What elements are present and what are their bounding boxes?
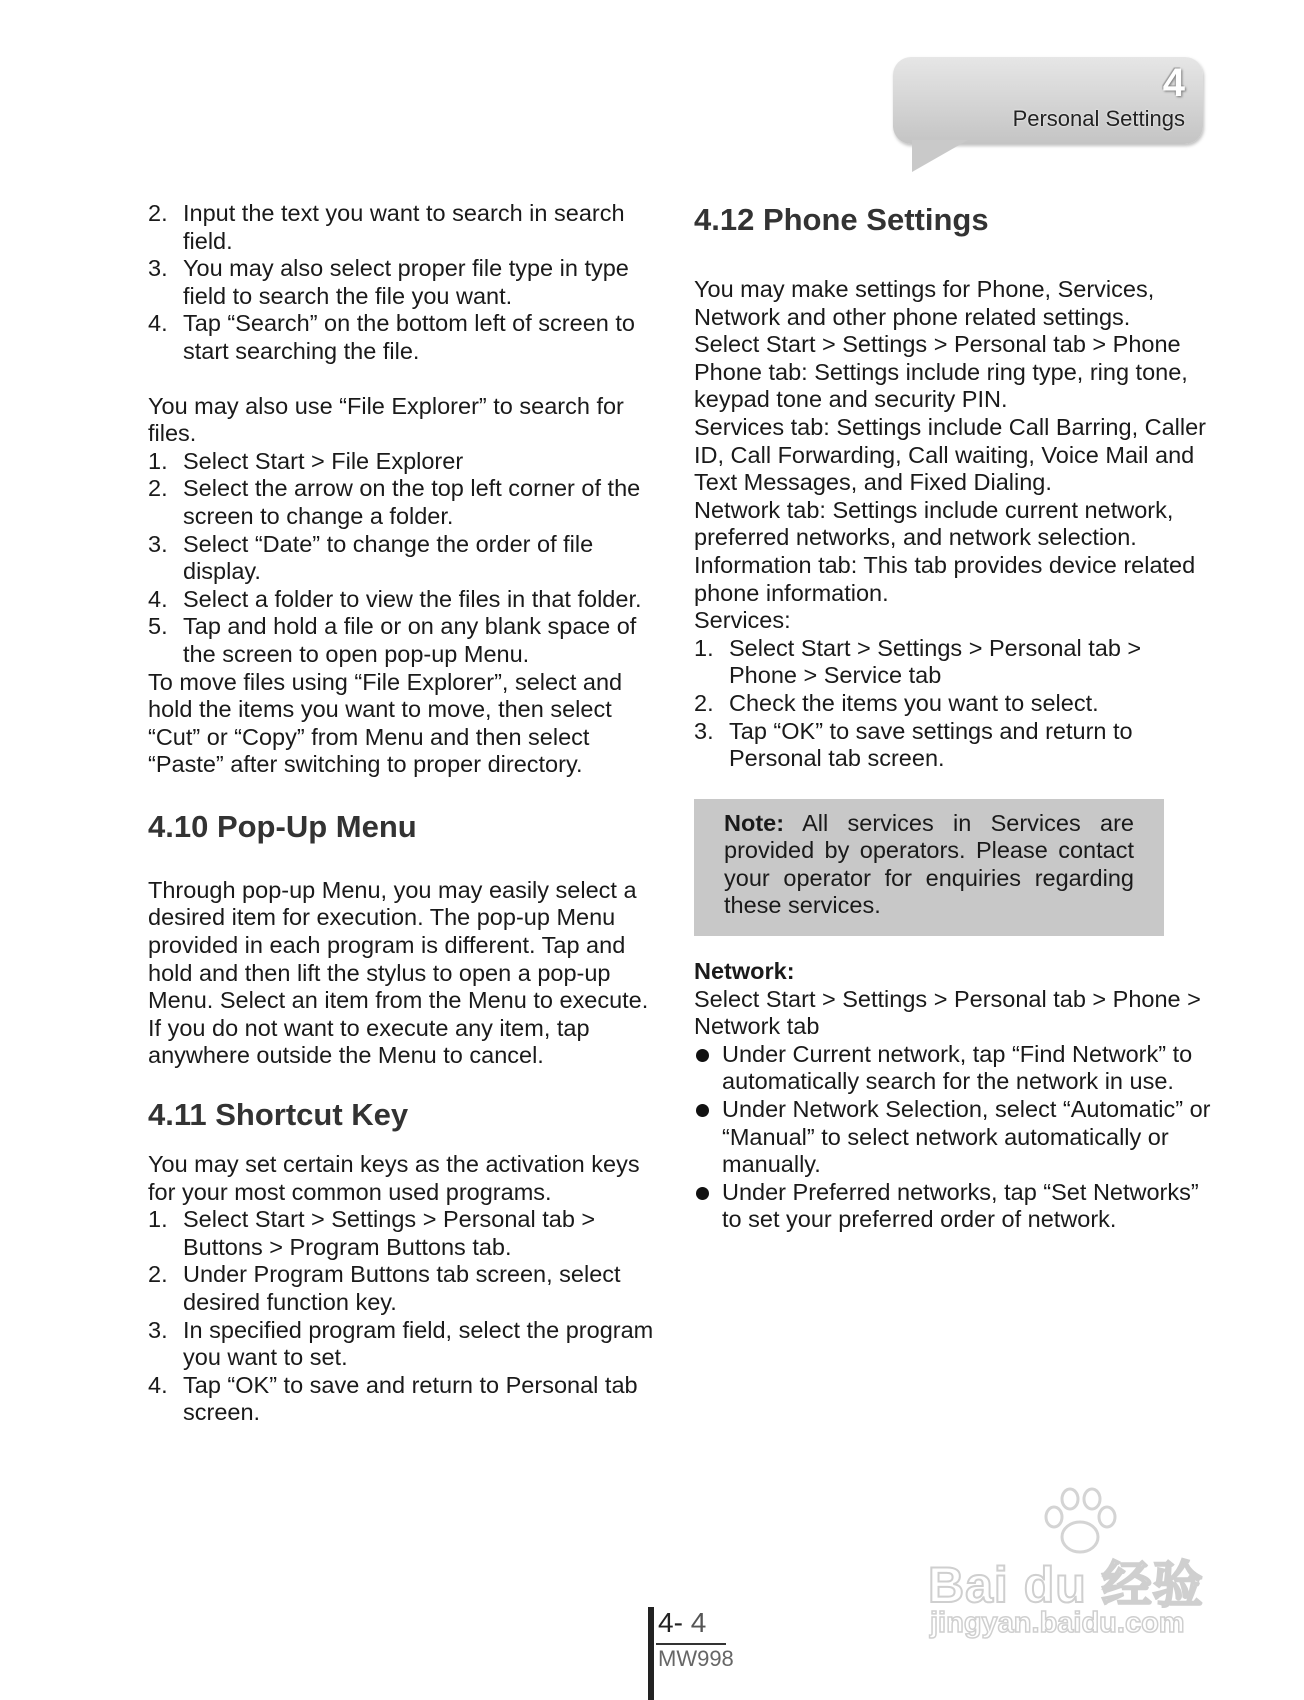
bullet-icon (696, 1049, 709, 1062)
explorer-paragraph: You may also use “File Explorer” to search for files. (148, 392, 624, 447)
information-tab-line: Information tab: This tab provides device related phone information. (694, 551, 1196, 606)
phone-path-line: Select Start > Settings > Personal tab > Phone (694, 331, 1181, 358)
footer-rule (656, 1643, 726, 1645)
watermark (928, 1485, 1228, 1645)
network-label: Network: (694, 958, 795, 985)
services-steps-list (694, 635, 1214, 773)
footer-bar (648, 1607, 654, 1700)
phone-settings-heading: 4.12 Phone Settings (694, 202, 989, 237)
chapter-tab-tail (912, 140, 968, 172)
watermark-url: jingyan.baidu.com (930, 1607, 1185, 1639)
list-item: 3. Tap “OK” to save settings and return to Personal tab screen. (694, 717, 1133, 772)
network-path: Select Start > Settings > Personal tab > Phone > Network tab (694, 985, 1201, 1040)
chapter-title: Personal Settings (1012, 106, 1185, 131)
shortcut-key-heading: 4.11 Shortcut Key (148, 1097, 409, 1133)
list-item: 2. Select the arrow on the top left corner of the screen to change a folder. (148, 475, 641, 529)
phone-tab-line: Phone tab: Settings include ring type, ring tone, keypad tone and security PIN. (694, 358, 1188, 413)
right-column (694, 200, 1214, 1234)
services-tab-line: Services tab: Settings include Call Barring, Caller ID, Call Forwarding, Call waiting, Voice Mail and Text Messages, and Fixed Dialing. (694, 413, 1207, 496)
list-item: Under Network Selection, select “Automatic” or “Manual” to select network automatically or manually. (694, 1096, 1214, 1179)
shortcut-steps-list (148, 1206, 658, 1427)
list-item: 1. Select Start > Settings > Personal tab > Phone > Service tab (694, 634, 1142, 689)
list-item: 4. Select a folder to view the files in that folder. (148, 585, 642, 612)
network-tab-line: Network tab: Settings include current network, preferred networks, and network selection. (694, 496, 1174, 551)
note-text: All services in Services are provided by operators. Please contact your operator for enquiries regarding these services. (724, 809, 1134, 919)
explorer-steps-list (148, 448, 658, 669)
list-item: 3. You may also select proper file type in type field to search the file you want. (148, 255, 629, 309)
note-label: Note: (724, 809, 785, 836)
list-item: Under Current network, tap “Find Network” to automatically search for the network in use. (694, 1041, 1214, 1096)
search-steps-list (148, 200, 658, 366)
list-item: 4. Tap “Search” on the bottom left of screen to start searching the file. (148, 310, 635, 364)
popup-menu-paragraph: Through pop-up Menu, you may easily select a desired item for execution. The pop-up Menu provided in each program is different. Tap and hold and then lift the stylus to open a pop-up Menu. Select an item from the Menu to execute. If you do not want to execute any item, tap anywhere outside the Menu to cancel. (148, 876, 649, 1069)
list-item: 1. Select Start > Settings > Personal tab > Buttons > Program Buttons tab. (148, 1206, 596, 1260)
move-files-paragraph: To move files using “File Explorer”, select and hold the items you want to move, then select “Cut” or “Copy” from Menu and then select “Paste” after switching to proper directory. (148, 668, 623, 778)
bullet-icon (696, 1104, 709, 1117)
model-name: MW998 (658, 1646, 734, 1671)
note-box (694, 799, 1164, 936)
chapter-tab (893, 57, 1203, 144)
page-number: 4- 4 (658, 1607, 707, 1638)
left-column (148, 200, 658, 1427)
list-item: 4. Tap “OK” to save and return to Personal tab screen. (148, 1371, 638, 1426)
list-item: Under Preferred networks, tap “Set Networks” to set your preferred order of network. (694, 1179, 1214, 1234)
list-item: 3. In specified program field, select the program you want to set. (148, 1316, 654, 1371)
list-item: 5. Tap and hold a file or on any blank space of the screen to open pop-up Menu. (148, 613, 637, 667)
popup-menu-heading: 4.10 Pop-Up Menu (148, 808, 417, 844)
list-item: 1. Select Start > File Explorer (148, 447, 464, 474)
list-item: 2. Input the text you want to search in search field. (148, 200, 625, 254)
phone-intro-line: You may make settings for Phone, Services, Network and other phone related settings. (694, 276, 1155, 330)
chapter-number: 4 (1162, 61, 1185, 105)
list-item: 3. Select “Date” to change the order of file display. (148, 530, 594, 585)
list-item: 2. Under Program Buttons tab screen, select desired function key. (148, 1261, 621, 1315)
shortcut-key-paragraph: You may set certain keys as the activation keys for your most common used programs. (148, 1151, 640, 1205)
services-label: Services: (694, 607, 791, 634)
list-item: 2. Check the items you want to select. (694, 689, 1099, 716)
watermark-brand: Bai du 经验 (928, 1557, 1204, 1613)
network-bullets (694, 1041, 1214, 1234)
bullet-icon (696, 1187, 709, 1200)
